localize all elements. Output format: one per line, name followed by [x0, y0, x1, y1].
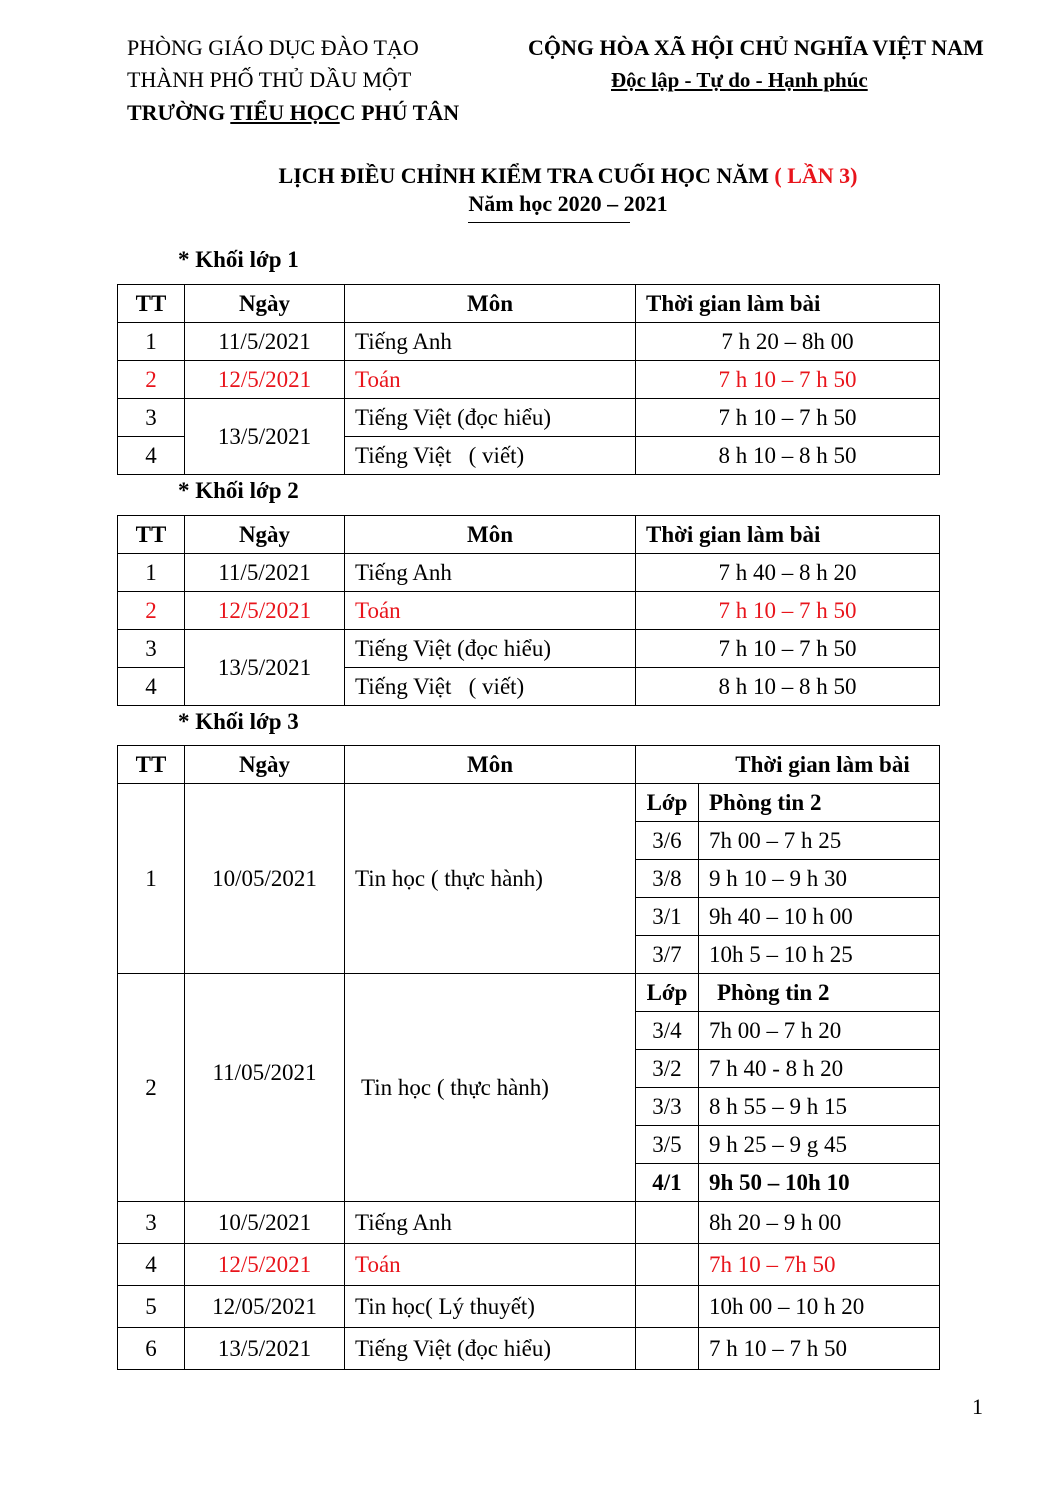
cell-time: 7 h 40 - 8 h 20 — [699, 1050, 940, 1088]
school-underlined: TIỂU HỌC — [230, 100, 340, 125]
col-class: Lớp — [636, 784, 699, 822]
grade3-heading: * Khối lớp 3 — [178, 709, 299, 734]
cell-tt: 1 — [118, 784, 185, 974]
cell-time: 7h 00 – 7 h 20 — [699, 1012, 940, 1050]
cell-tt: 2 — [118, 361, 185, 399]
col-time: Thời gian làm bài — [636, 746, 940, 784]
cell-date: 12/5/2021 — [185, 1244, 345, 1286]
grade3-table — [117, 745, 940, 1370]
cell-tt: 2 — [118, 974, 185, 1202]
cell-class — [636, 1328, 699, 1370]
cell-time: 8h 20 – 9 h 00 — [699, 1202, 940, 1244]
col-tt: TT — [118, 285, 185, 323]
cell-subject: Tiếng Anh — [345, 554, 636, 592]
grade2-table — [117, 515, 940, 706]
school-year: Năm học 2020 – 2021 — [468, 191, 668, 216]
table-row — [118, 630, 940, 668]
cell-time: 7 h 10 – 7 h 50 — [636, 630, 940, 668]
cell-class — [636, 1244, 699, 1286]
table-row — [118, 1202, 940, 1244]
col-subject: Môn — [345, 285, 636, 323]
cell-subject: Toán — [345, 1244, 636, 1286]
page-number: 1 — [972, 1394, 983, 1419]
title-main: LỊCH ĐIỀU CHỈNH KIỂM TRA CUỐI HỌC NĂM — [278, 163, 775, 188]
cell-time: 7 h 10 – 7 h 50 — [636, 592, 940, 630]
col-time: Thời gian làm bài — [636, 516, 940, 554]
cell-date: 13/5/2021 — [185, 1328, 345, 1370]
cell-time: 7h 00 – 7 h 25 — [699, 822, 940, 860]
table-row — [118, 399, 940, 437]
col-tt: TT — [118, 746, 185, 784]
cell-class: 3/6 — [636, 822, 699, 860]
table-row — [118, 323, 940, 361]
cell-subject: Toán — [345, 361, 636, 399]
table-row — [118, 592, 940, 630]
cell-subject: Tin học ( thực hành) — [345, 784, 636, 974]
cell-tt: 3 — [118, 630, 185, 668]
title-divider — [468, 222, 630, 223]
cell-class — [636, 1202, 699, 1244]
cell-tt: 4 — [118, 437, 185, 475]
cell-subject: Tiếng Việt ( viết) — [345, 437, 636, 475]
cell-tt: 6 — [118, 1328, 185, 1370]
cell-subject: Tiếng Anh — [345, 1202, 636, 1244]
school-suffix: C PHÚ TÂN — [339, 100, 460, 125]
nation-title: CỘNG HÒA XÃ HỘI CHỦ NGHĨA VIỆT NAM — [528, 35, 984, 60]
col-subject: Môn — [345, 746, 636, 784]
cell-date: 10/05/2021 — [185, 784, 345, 974]
cell-time: 8 h 55 – 9 h 15 — [699, 1088, 940, 1126]
cell-date: 12/5/2021 — [185, 592, 345, 630]
cell-subject: Tiếng Việt (đọc hiểu) — [345, 1328, 636, 1370]
table-row — [118, 974, 940, 1012]
cell-subject: Tin học ( thực hành) — [345, 974, 636, 1202]
cell-class: 3/3 — [636, 1088, 699, 1126]
cell-time: 9 h 25 – 9 g 45 — [699, 1126, 940, 1164]
cell-tt: 2 — [118, 592, 185, 630]
cell-time: 9h 40 – 10 h 00 — [699, 898, 940, 936]
cell-date: 13/5/2021 — [185, 399, 345, 475]
cell-tt: 3 — [118, 1202, 185, 1244]
cell-subject: Toán — [345, 592, 636, 630]
nation-motto: Độc lập - Tự do - Hạnh phúc — [611, 68, 868, 92]
cell-tt: 4 — [118, 668, 185, 706]
cell-class — [636, 1286, 699, 1328]
cell-tt: 5 — [118, 1286, 185, 1328]
col-room: Phòng tin 2 — [699, 974, 940, 1012]
cell-time: 10h 00 – 10 h 20 — [699, 1286, 940, 1328]
school-name — [127, 97, 459, 129]
cell-time: 8 h 10 – 8 h 50 — [636, 437, 940, 475]
cell-class: 3/2 — [636, 1050, 699, 1088]
table-row — [118, 1286, 940, 1328]
cell-class: 3/4 — [636, 1012, 699, 1050]
cell-tt: 4 — [118, 1244, 185, 1286]
cell-date: 10/5/2021 — [185, 1202, 345, 1244]
cell-subject: Tiếng Anh — [345, 323, 636, 361]
cell-subject: Tiếng Việt (đọc hiểu) — [345, 399, 636, 437]
cell-tt: 1 — [118, 323, 185, 361]
table-row — [118, 554, 940, 592]
cell-date: 12/05/2021 — [185, 1286, 345, 1328]
table-row — [118, 1244, 940, 1286]
school-prefix: TRƯỜNG — [127, 100, 231, 125]
cell-time: 7h 10 – 7h 50 — [699, 1244, 940, 1286]
cell-time: 8 h 10 – 8 h 50 — [636, 668, 940, 706]
col-time: Thời gian làm bài — [636, 285, 940, 323]
col-date: Ngày — [185, 746, 345, 784]
col-date: Ngày — [185, 285, 345, 323]
cell-time: 9 h 10 – 9 h 30 — [699, 860, 940, 898]
col-tt: TT — [118, 516, 185, 554]
grade2-heading: * Khối lớp 2 — [178, 478, 299, 503]
cell-tt: 3 — [118, 399, 185, 437]
col-class: Lớp — [636, 974, 699, 1012]
table-row — [118, 361, 940, 399]
department-name: PHÒNG GIÁO DỤC ĐÀO TẠO — [127, 35, 419, 60]
cell-date: 11/05/2021 — [185, 974, 345, 1202]
cell-subject: Tin học( Lý thuyết) — [345, 1286, 636, 1328]
col-subject: Môn — [345, 516, 636, 554]
cell-time: 7 h 20 – 8h 00 — [636, 323, 940, 361]
cell-date: 12/5/2021 — [185, 361, 345, 399]
cell-time: 7 h 40 – 8 h 20 — [636, 554, 940, 592]
cell-class: 4/1 — [636, 1164, 699, 1202]
grade1-heading: * Khối lớp 1 — [178, 247, 299, 272]
cell-subject: Tiếng Việt (đọc hiểu) — [345, 630, 636, 668]
cell-class: 3/5 — [636, 1126, 699, 1164]
col-date: Ngày — [185, 516, 345, 554]
cell-tt: 1 — [118, 554, 185, 592]
title-highlight: ( LẦN 3) — [774, 163, 858, 188]
cell-class: 3/7 — [636, 936, 699, 974]
cell-time: 7 h 10 – 7 h 50 — [699, 1328, 940, 1370]
cell-date: 13/5/2021 — [185, 630, 345, 706]
cell-time: 7 h 10 – 7 h 50 — [636, 399, 940, 437]
city-name: THÀNH PHỐ THỦ DẦU MỘT — [127, 67, 412, 92]
cell-time: 10h 5 – 10 h 25 — [699, 936, 940, 974]
table-row — [118, 1328, 940, 1370]
cell-class: 3/1 — [636, 898, 699, 936]
cell-date: 11/5/2021 — [185, 554, 345, 592]
cell-class: 3/8 — [636, 860, 699, 898]
cell-time: 9h 50 – 10h 10 — [699, 1164, 940, 1202]
cell-date: 11/5/2021 — [185, 323, 345, 361]
cell-time: 7 h 10 – 7 h 50 — [636, 361, 940, 399]
col-room: Phòng tin 2 — [699, 784, 940, 822]
cell-subject: Tiếng Việt ( viết) — [345, 668, 636, 706]
table-row — [118, 784, 940, 822]
grade1-table — [117, 284, 940, 475]
